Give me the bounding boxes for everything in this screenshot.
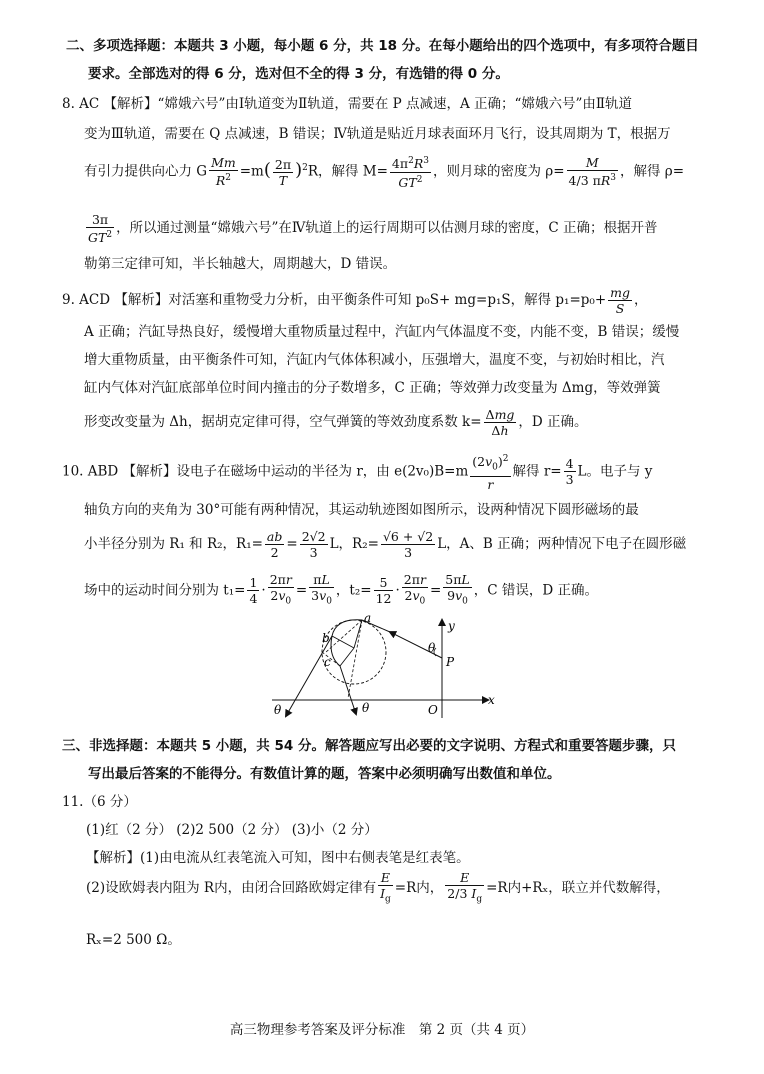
formula-2pir-over-2v0-a: $\frac{2\pi r}{2v_0}$ bbox=[269, 572, 292, 607]
q10-line4: 场中的运动时间分别为 t₁= $\frac{1}{4}$ · $\frac{2\pi r}{2v_0}$ = $\frac{\pi L}{3v_0}$ ，t₂= $\frac{5}{12}$ · $\frac{2\pi r}{2v_0}$ = $\frac{5\pi L}{9v_0}$ ，C 错误，D 正确。 bbox=[84, 572, 598, 610]
section3-heading-line2: 写出最后答案的不能得分。有数值计算的题，答案中必须明确写出数值和单位。 bbox=[88, 766, 561, 782]
formula-density: $\frac{M}{4/3 \pi R^3}$ bbox=[568, 155, 616, 189]
formula-Mm-over-R2: $\frac{Mm}{R^2}$ bbox=[211, 155, 236, 189]
q9-line3: 增大重物质量，由平衡条件可知，汽缸内气体体积减小，压强增大，温度不变，与初始时相比，汽 bbox=[84, 352, 665, 368]
section2-heading-line2: 要求。全部选对的得 6 分，选对但不全的得 3 分，有选错的得 0 分。 bbox=[88, 66, 509, 82]
q9-line1-text-b: ， bbox=[634, 292, 648, 308]
q10-line3-text-c: L，A、B 正确；两种情况下电子在圆形磁 bbox=[437, 536, 687, 552]
page-footer: 高三物理参考答案及评分标准 第 2 页（共 4 页） bbox=[229, 1022, 535, 1038]
formula-k-value: $\frac{\text{Δmg}}{\Delta h}$ bbox=[485, 407, 515, 438]
q8-line2: 变为Ⅲ轨道，需要在 Q 点减速，B 错误；Ⅳ轨道是贴近月球表面环月飞行，设其周期为 T，根据万 bbox=[84, 126, 671, 142]
radius-line-c bbox=[340, 648, 354, 666]
formula-2root2-over-3: $\frac{2√2}{3}$ bbox=[301, 529, 326, 560]
section3-heading-line1: 三、非选择题：本题共 5 小题，共 54 分。解答题应写出必要的文字说明、方程式和重要答题步骤，只 bbox=[62, 738, 676, 754]
trajectory-arc bbox=[331, 620, 362, 666]
formula-4-over-3: $\frac{4}{3}$ bbox=[565, 456, 574, 488]
label-x: x bbox=[488, 693, 495, 707]
q11-answers: (1)红（2 分） (2)2 500（2 分） (3)小（2 分） bbox=[86, 822, 378, 838]
formula-1-over-4: $\frac{1}{4}$ bbox=[249, 575, 258, 607]
q10-line3: 小半径分别为 R₁ 和 R₂，R₁= $\frac{ab}{2}$ = $\frac{2√2}{3}$ L，R₂= $\frac{√6 + √2}{3}$ L，A、B 正确；两种情况下电子在圆形磁 bbox=[84, 529, 687, 560]
formula-E-over-Ig: $\frac{E}{I_g}$ bbox=[380, 869, 391, 905]
q11-explanation-3: Rₓ=2 500 Ω。 bbox=[86, 932, 181, 948]
q8-line1: 8. AC 【解析】“嫦娥六号”由Ⅰ轨道变为Ⅱ轨道，需要在 P 点减速，A 正确；“嫦娥六号”由Ⅱ轨道 bbox=[62, 96, 633, 112]
q10-line2: 轴负方向的夹角为 30°可能有两种情况，其运动轨迹图如图所示，设两种情况下圆形磁场的最 bbox=[84, 502, 639, 518]
formula-root6-plus-root2-over-3: $\frac{√6 + √2}{3}$ bbox=[382, 529, 434, 560]
formula-mg-over-S: $\frac{mg}{S}$ bbox=[610, 285, 630, 316]
q11-explanation-2-text-c: =R内+Rₓ，联立并代数解得， bbox=[486, 880, 670, 896]
q10-line4-text-c: ，C 错误，D 正确。 bbox=[473, 582, 598, 599]
q9-line1 bbox=[62, 284, 648, 316]
formula-2pi-over-T: $\frac{2\pi}{T}$ bbox=[274, 156, 292, 188]
q9-line2: A 正确；汽缸导热良好，缓慢增大重物质量过程中，汽缸内气体温度不变，内能不变，B 错误；缓慢 bbox=[84, 324, 680, 340]
label-b: b bbox=[322, 631, 330, 645]
q10-line3-text-a: 小半径分别为 R₁ 和 R₂，R₁= bbox=[84, 536, 263, 552]
q10-line1-text-a: 10. ABD 【解析】设电子在磁场中运动的半径为 r，由 e(2v₀)B=m bbox=[62, 463, 469, 480]
formula-rho-value: $\frac{3\pi}{GT^2}$ bbox=[88, 211, 113, 246]
chord-dashed-1 bbox=[326, 620, 362, 652]
formula-E-over-two-thirds-Ig: $\frac{E}{2/3 I_g}$ bbox=[447, 869, 483, 905]
formula-5-over-12: $\frac{5}{12}$ bbox=[375, 575, 392, 607]
label-theta-1: θ bbox=[274, 703, 282, 717]
q8-line4-text: ，所以通过测量“嫦娥六号”在Ⅳ轨道上的运行周期可以估测月球的密度，C 正确；根据开普 bbox=[116, 220, 658, 236]
q10-line3-text-b: L，R₂= bbox=[329, 536, 379, 552]
q9-line1-text-a: 9. ACD 【解析】对活塞和重物受力分析，由平衡条件可知 p₀S+ mg=p₁S，解得 p₁=p₀+ bbox=[62, 292, 607, 308]
chord-dashed-2 bbox=[348, 620, 362, 698]
q9-line4: 缸内气体对汽缸底部单位时间内撞击的分子数增多，C 正确；等效弹力改变量为 Δmg，等效弹簧 bbox=[84, 380, 661, 396]
trajectory-figure bbox=[266, 612, 502, 722]
label-theta-2: θ bbox=[362, 701, 370, 715]
formula-5piL-over-9v0: $\frac{5\pi L}{9v_0}$ bbox=[445, 572, 470, 607]
formula-M-value: $\frac{4\pi^2R^3}{GT^2}$ bbox=[391, 156, 429, 190]
q11-explanation-2-text-b: =R内， bbox=[394, 880, 444, 896]
q10-line4-text-a: 场中的运动时间分别为 t₁= bbox=[84, 582, 246, 599]
q8-line3-text-c: R，解得 M= bbox=[307, 163, 388, 180]
outgoing-path-2 bbox=[340, 666, 356, 714]
q11-explanation-1: 【解析】(1)由电流从红表笔流入可知，图中右侧表笔是红表笔。 bbox=[86, 850, 470, 866]
q8-line5: 勒第三定律可知，半长轴越大，周期越大，D 错误。 bbox=[84, 256, 397, 272]
q9-line5-text-a: 形变改变量为 Δh，据胡克定律可得，空气弹簧的等效劲度系数 k= bbox=[84, 414, 482, 430]
q11-explanation-2-text-a: (2)设欧姆表内阻为 R内，由闭合回路欧姆定律有 bbox=[86, 880, 377, 896]
q11-explanation-2 bbox=[86, 868, 670, 908]
label-P: P bbox=[446, 655, 455, 669]
outgoing-path-1 bbox=[286, 636, 332, 716]
q8-line3-text-b: =m bbox=[239, 163, 264, 180]
q8-line3-text-d: ，则月球的密度为 ρ= bbox=[432, 163, 565, 180]
label-c: c bbox=[324, 655, 331, 669]
label-theta-p: θ bbox=[428, 641, 436, 655]
q9-line5-text-b: ，D 正确。 bbox=[518, 414, 588, 430]
q10-line1-text-b: 解得 r= bbox=[512, 463, 562, 480]
q8-line4 bbox=[84, 210, 657, 246]
q8-line3-text-a: 有引力提供向心力 G bbox=[84, 163, 208, 180]
q10-line1-text-c: L。电子与 y bbox=[577, 463, 653, 480]
q11-title: 11.（6 分） bbox=[62, 794, 137, 810]
radius-line-b bbox=[332, 636, 354, 648]
formula-2v0-squared-over-r: $\frac{(2v_0)^2}{r}$ bbox=[472, 454, 509, 492]
q8-line3-text-e: ，解得 ρ= bbox=[620, 163, 685, 180]
label-a: a bbox=[364, 612, 372, 625]
formula-2pir-over-2v0-b: $\frac{2\pi r}{2v_0}$ bbox=[403, 572, 426, 607]
label-O: O bbox=[428, 703, 438, 717]
q8-line3: 有引力提供向心力 G $\frac{Mm}{R^2}$ =m( $\frac{2\pi}{T}$ )$^2$R，解得 M= $\frac{4\pi^2R^3}{GT^2}$ ，则月球的密度为 ρ= $\frac{M}{4/3 \pi R^3}$ ，解得 ρ= bbox=[84, 155, 685, 190]
q10-line1 bbox=[62, 452, 652, 492]
formula-piL-over-3v0: $\frac{\pi L}{3v_0}$ bbox=[311, 572, 332, 607]
radius-line-a bbox=[354, 620, 362, 648]
q9-line5 bbox=[84, 404, 588, 440]
label-y: y bbox=[448, 619, 455, 633]
section2-heading-line1: 二、多项选择题：本题共 3 小题，每小题 6 分，共 18 分。在每小题给出的四个选项中，有多项符合题目 bbox=[66, 38, 699, 54]
formula-ab-over-2: $\frac{ab}{2}$ bbox=[266, 529, 283, 560]
q10-line4-text-b: ，t₂= bbox=[335, 582, 372, 599]
